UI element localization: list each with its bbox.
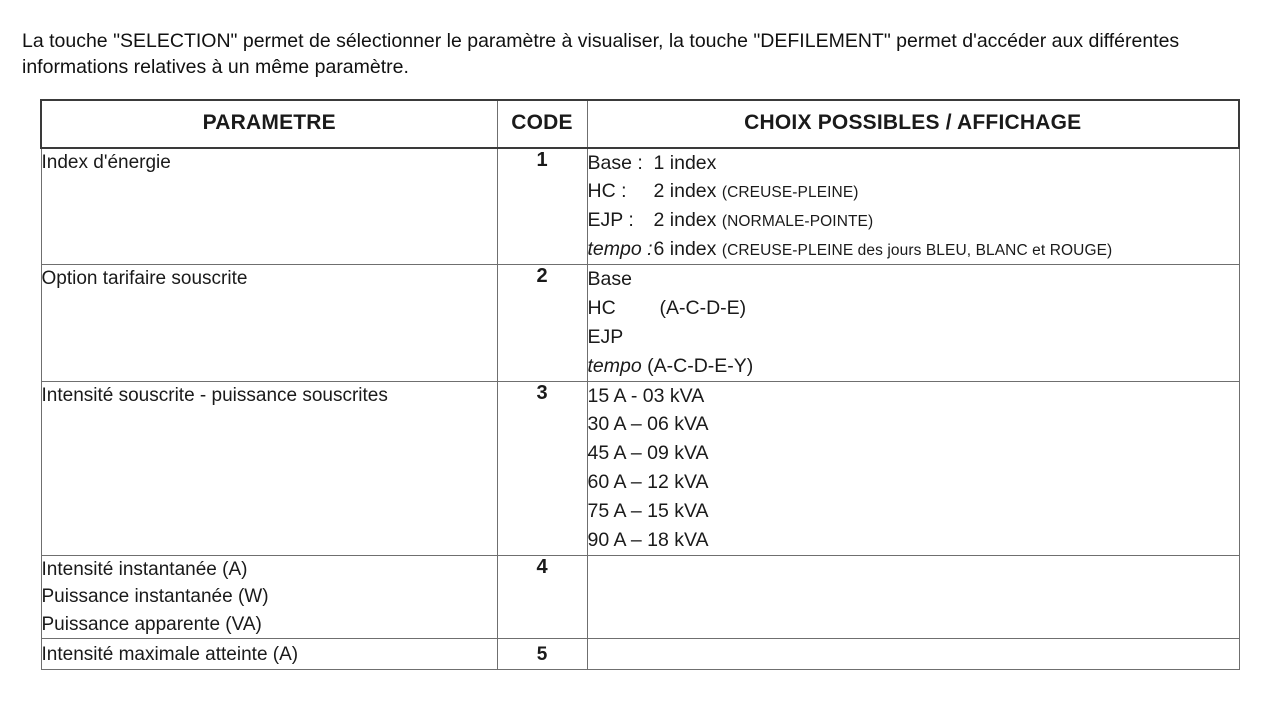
choix-line — [588, 323, 1239, 352]
cell-parametre: Intensité souscrite - puissance souscrites — [41, 381, 497, 555]
choix-line: 75 A – 15 kVA — [587, 499, 709, 522]
cell-parametre — [41, 555, 497, 639]
choix-label: Base : — [587, 151, 643, 174]
intro-paragraph: La touche "SELECTION" permet de sélectionner le paramètre à visualiser, la touche "DEFILEMENT" permet d'accéder aux différentes informations relatives à un même paramètre. — [22, 30, 1180, 79]
choix-line: 90 A – 18 kVA — [587, 528, 709, 551]
choix-value: 6 index — [653, 238, 717, 261]
choix-note: (NORMALE-POINTE) — [721, 213, 874, 231]
cell-parametre: Index d'énergie — [41, 148, 497, 265]
param-line: Puissance instantanée (W) — [41, 586, 269, 608]
choix-line — [588, 265, 1239, 294]
param-line: Puissance apparente (VA) — [41, 613, 262, 635]
choix-label: HC — [587, 296, 616, 319]
choix-line: 60 A – 12 kVA — [587, 471, 709, 494]
cell-choix — [587, 381, 1239, 555]
choix-line — [588, 149, 1239, 178]
cell-code: 4 — [497, 555, 587, 639]
cell-choix — [587, 148, 1239, 265]
choix-label: tempo — [587, 354, 642, 377]
choix-label: Base — [587, 268, 632, 291]
choix-label: HC : — [587, 180, 627, 203]
choix-line — [588, 352, 1239, 381]
table-row — [41, 555, 1239, 639]
table-header-row — [41, 100, 1239, 148]
choix-value: (A-C-D-E-Y) — [647, 354, 754, 377]
param-line: Intensité instantanée (A) — [41, 558, 248, 580]
cell-choix — [587, 639, 1239, 670]
choix-line: 45 A – 09 kVA — [587, 442, 709, 465]
cell-parametre: Option tarifaire souscrite — [41, 265, 497, 381]
choix-value: 1 index — [653, 151, 717, 174]
cell-choix — [587, 555, 1239, 639]
choix-note: (CREUSE-PLEINE) — [721, 184, 859, 202]
column-header-code: CODE — [497, 100, 587, 148]
choix-value: (A-C-D-E) — [659, 296, 747, 319]
column-header-choix: CHOIX POSSIBLES / AFFICHAGE — [587, 100, 1239, 148]
cell-choix — [587, 265, 1239, 381]
choix-value: 2 index — [653, 180, 717, 203]
choix-line — [588, 177, 1239, 206]
table-row — [41, 639, 1239, 670]
table-row — [41, 148, 1239, 265]
cell-code: 2 — [497, 265, 587, 381]
choix-value: 2 index — [653, 209, 717, 232]
choix-line: 30 A – 06 kVA — [587, 413, 709, 436]
table-body — [41, 148, 1239, 670]
cell-code: 5 — [497, 639, 587, 670]
choix-note: (CREUSE-PLEINE des jours BLEU, BLANC et ROUGE) — [721, 242, 1113, 260]
choix-label: tempo : — [587, 238, 653, 261]
choix-label: EJP : — [587, 209, 634, 232]
choix-line — [588, 294, 1239, 323]
table-row — [41, 265, 1239, 381]
column-header-parametre: PARAMETRE — [41, 100, 497, 148]
choix-line — [588, 206, 1239, 235]
table-row — [41, 381, 1239, 555]
choix-label: EJP — [587, 325, 624, 348]
cell-parametre: Intensité maximale atteinte (A) — [41, 639, 497, 670]
table-header — [41, 100, 1239, 148]
choix-line: 15 A - 03 kVA — [587, 384, 705, 407]
parameters-table — [40, 99, 1240, 670]
cell-code: 1 — [497, 148, 587, 265]
choix-line — [588, 235, 1239, 264]
cell-code: 3 — [497, 381, 587, 555]
